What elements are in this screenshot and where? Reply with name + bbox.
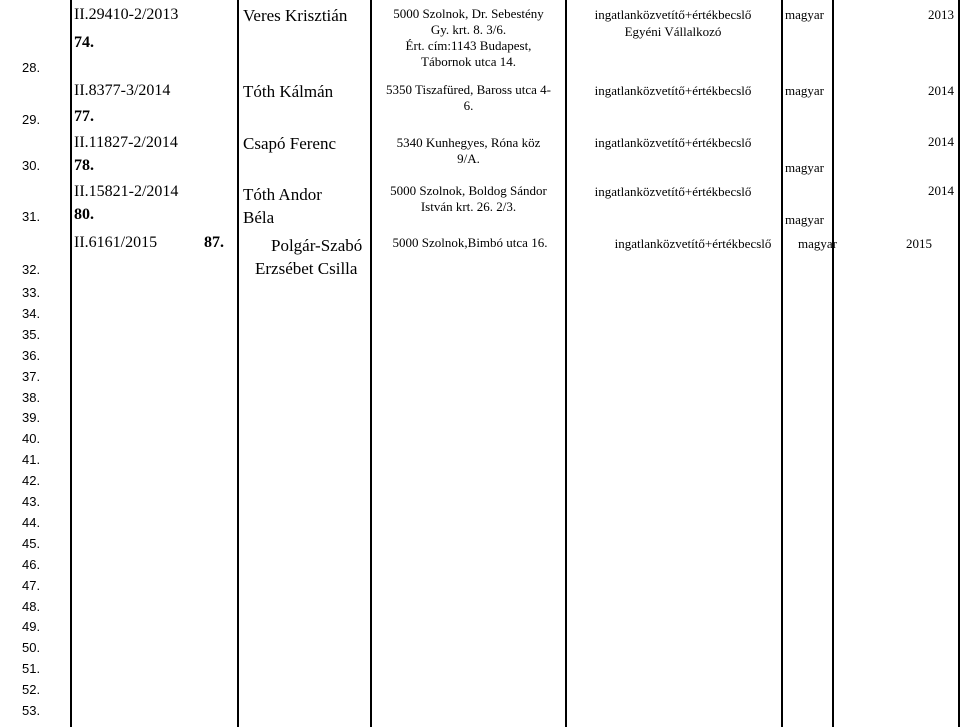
- case-reference: II.11827-2/2014: [74, 134, 178, 151]
- row-number: 28.: [22, 60, 41, 75]
- column-rule: [70, 0, 72, 727]
- occupation-line: ingatlanközvetítő+értékbecslő: [594, 184, 752, 199]
- occupation: [565, 82, 781, 99]
- address: [374, 135, 563, 167]
- column-rule: [565, 0, 567, 727]
- row-number: 45.: [22, 535, 41, 551]
- occupation-line: Egyéni Vállalkozó: [624, 24, 722, 39]
- registration-number: 77.: [74, 108, 94, 125]
- name-line: Erzsébet Csilla: [255, 259, 358, 278]
- nationality: magyar: [785, 160, 824, 175]
- row-number: 41.: [22, 452, 41, 468]
- address-line: Tábornok utca 14.: [421, 54, 516, 69]
- year: 2013: [928, 7, 954, 22]
- nationality: magyar: [785, 212, 824, 227]
- row-number: 48.: [22, 598, 41, 614]
- name-line: Béla: [243, 208, 275, 227]
- row-number: 40.: [22, 431, 41, 447]
- row-number: 36.: [22, 347, 41, 363]
- name-line: Tóth Andor: [243, 185, 322, 204]
- row-number: 38.: [22, 389, 41, 405]
- registration-number: 78.: [74, 157, 94, 174]
- column-rule: [781, 0, 783, 727]
- address: [374, 6, 563, 70]
- case-reference: II.8377-3/2014: [74, 82, 171, 99]
- row-number: 47.: [22, 577, 41, 593]
- row-number: 29.: [22, 112, 41, 127]
- occupation: [565, 183, 781, 200]
- year: 2014: [928, 183, 954, 198]
- registration-number: 87.: [204, 234, 224, 251]
- row-number: 35.: [22, 326, 41, 342]
- row-number: 53.: [22, 703, 41, 718]
- address-line: 5000 Szolnok, Boldog Sándor: [390, 183, 547, 198]
- person-name: [255, 234, 362, 280]
- occupation-line: ingatlanközvetítő+értékbecslő: [594, 135, 752, 150]
- address-line: 5340 Kunhegyes, Róna köz: [396, 135, 541, 150]
- row-number: 52.: [22, 682, 41, 698]
- address-line: Gy. krt. 8. 3/6.: [430, 22, 507, 37]
- row-number: 49.: [22, 619, 41, 635]
- row-number: 37.: [22, 368, 41, 384]
- occupation-line: ingatlanközvetítő+értékbecslő: [614, 236, 772, 251]
- address-line: 5000 Szolnok, Dr. Sebestény: [393, 6, 544, 21]
- address: [370, 235, 570, 251]
- occupation: [565, 6, 781, 40]
- year: 2015: [906, 236, 932, 251]
- occupation-line: ingatlanközvetítő+értékbecslő: [594, 7, 752, 22]
- address: [374, 183, 563, 215]
- occupation-line: ingatlanközvetítő+értékbecslő: [594, 83, 752, 98]
- occupation: [565, 134, 781, 151]
- row-number: 46.: [22, 556, 41, 572]
- address-line: István krt. 26. 2/3.: [420, 199, 517, 214]
- row-number: 51.: [22, 661, 41, 677]
- person-name: [243, 183, 322, 229]
- address-line: 5000 Szolnok,Bimbó utca 16.: [392, 235, 548, 250]
- year: 2014: [928, 83, 954, 98]
- registration-number: 74.: [74, 34, 94, 51]
- nationality: magyar: [785, 83, 824, 98]
- case-reference: II.15821-2/2014: [74, 183, 179, 200]
- person-name: Veres Krisztián: [243, 6, 348, 25]
- row-number: 34.: [22, 305, 41, 321]
- column-rule: [237, 0, 239, 727]
- row-number: 39.: [22, 410, 41, 426]
- row-number: 44.: [22, 514, 41, 530]
- row-number: 33.: [22, 285, 41, 300]
- address-line: 6.: [463, 98, 474, 113]
- registration-number: 80.: [74, 206, 94, 223]
- row-number: 31.: [22, 209, 41, 224]
- address-line: 9/A.: [457, 151, 480, 166]
- case-reference: II.29410-2/2013: [74, 6, 179, 23]
- year: 2014: [928, 134, 954, 149]
- person-name: Csapó Ferenc: [243, 134, 337, 153]
- person-name: Tóth Kálmán: [243, 82, 334, 101]
- address-line: Ért. cím:1143 Budapest,: [405, 38, 532, 53]
- nationality: magyar: [798, 236, 837, 251]
- row-number: 30.: [22, 158, 41, 173]
- column-rule: [832, 0, 834, 727]
- name-line: Polgár-Szabó: [271, 236, 363, 255]
- address-line: 5350 Tiszafüred, Baross utca 4-: [385, 82, 551, 97]
- row-number: 43.: [22, 494, 41, 509]
- row-number: 32.: [22, 262, 41, 277]
- nationality: magyar: [785, 7, 824, 22]
- case-reference: II.6161/2015: [74, 234, 158, 251]
- row-number: 42.: [22, 473, 41, 489]
- column-rule: [370, 0, 372, 727]
- occupation: [585, 235, 801, 252]
- address: [374, 82, 563, 114]
- row-number: 50.: [22, 640, 41, 656]
